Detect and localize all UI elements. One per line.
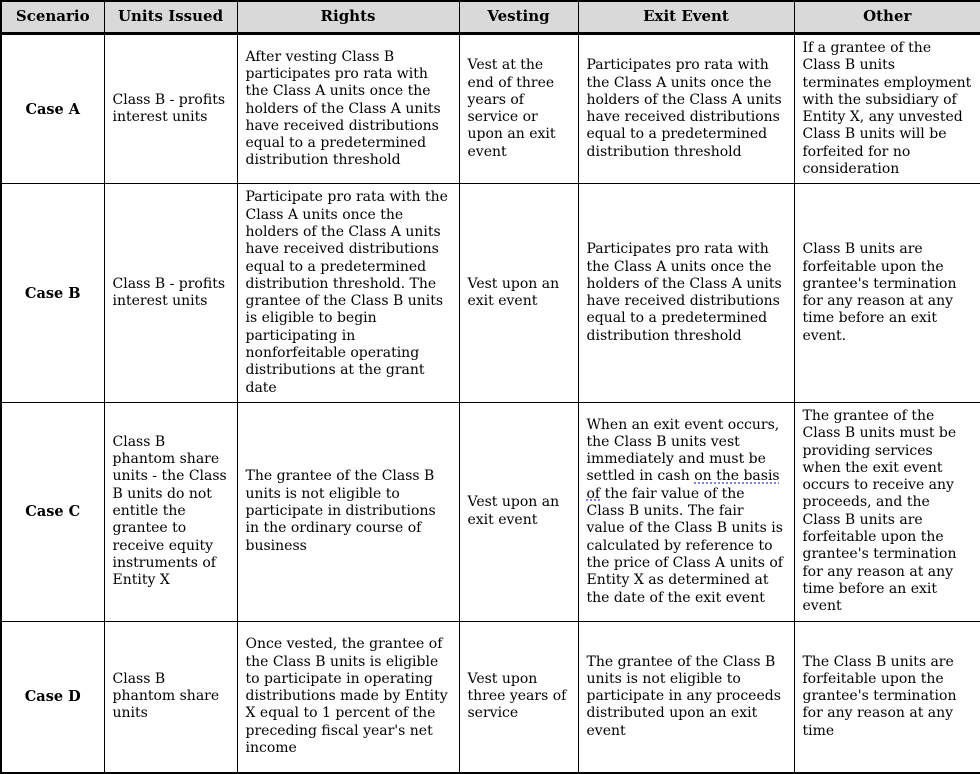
other-cell: The grantee of the Class B units must be providing services when the exit event occurs to receive any proceeds, and the Class B units are forfeitable upon the grantee's termination for any reason at any time before an exit event bbox=[794, 402, 980, 621]
table-row bbox=[1, 184, 980, 403]
exit-event-cell: Participates pro rata with the Class A units once the holders of the Class A units have received distributions equal to a predetermined distribution threshold bbox=[578, 34, 794, 184]
column-header-scenario: Scenario bbox=[1, 1, 104, 34]
exit-event-cell: The grantee of the Class B units is not eligible to participate in any proceeds distributed upon an exit event bbox=[578, 621, 794, 773]
header-row bbox=[1, 1, 980, 34]
rights-cell: The grantee of the Class B units is not eligible to participate in distributions in the ordinary course of business bbox=[237, 402, 459, 621]
table-row bbox=[1, 34, 980, 184]
rights-cell: Once vested, the grantee of the Class B units is eligible to participate in operating distributions made by Entity X equal to 1 percent of the preceding fiscal year's net income bbox=[237, 621, 459, 773]
table-row bbox=[1, 621, 980, 773]
units-issued-cell: Class B - profits interest units bbox=[104, 184, 237, 403]
rights-cell: Participate pro rata with the Class A units once the holders of the Class A units have received distributions equal to a predetermined distribution threshold. The grantee of the Class B units is eligible to begin participating in nonforfeitable operating distributions at the grant date bbox=[237, 184, 459, 403]
other-cell: Class B units are forfeitable upon the grantee's termination for any reason at any time before an exit event. bbox=[794, 184, 980, 403]
scenario-cell: Case D bbox=[1, 621, 104, 773]
units-issued-cell: Class B phantom share units bbox=[104, 621, 237, 773]
column-header-exit-event: Exit Event bbox=[578, 1, 794, 34]
exit-event-cell: When an exit event occurs, the Class B units vest immediately and must be settled in cash on the basis of the fair value of the Class B units. The fair value of the Class B units is calculated by reference to the price of Class A units of Entity X as determined at the date of the exit event bbox=[578, 402, 794, 621]
vesting-cell: Vest at the end of three years of service or upon an exit event bbox=[459, 34, 578, 184]
table-row bbox=[1, 402, 980, 621]
units-issued-cell: Class B - profits interest units bbox=[104, 34, 237, 184]
column-header-units-issued: Units Issued bbox=[104, 1, 237, 34]
vesting-cell: Vest upon an exit event bbox=[459, 184, 578, 403]
units-issued-cell: Class B phantom share units - the Class B units do not entitle the grantee to receive equity instruments of Entity X bbox=[104, 402, 237, 621]
other-cell: If a grantee of the Class B units terminates employment with the subsidiary of Entity X, any unvested Class B units will be forfeited for no consideration bbox=[794, 34, 980, 184]
column-header-vesting: Vesting bbox=[459, 1, 578, 34]
scenario-cell: Case C bbox=[1, 402, 104, 621]
scenario-cell: Case A bbox=[1, 34, 104, 184]
scenario-cell: Case B bbox=[1, 184, 104, 403]
other-cell: The Class B units are forfeitable upon the grantee's termination for any reason at any time bbox=[794, 621, 980, 773]
vesting-cell: Vest upon three years of service bbox=[459, 621, 578, 773]
vesting-cell: Vest upon an exit event bbox=[459, 402, 578, 621]
table-body bbox=[1, 34, 980, 774]
exit-event-cell: Participates pro rata with the Class A units once the holders of the Class A units have received distributions equal to a predetermined distribution threshold bbox=[578, 184, 794, 403]
rights-cell: After vesting Class B participates pro rata with the Class A units once the holders of the Class A units have received distributions equal to a predetermined distribution threshold bbox=[237, 34, 459, 184]
column-header-other: Other bbox=[794, 1, 980, 34]
column-header-rights: Rights bbox=[237, 1, 459, 34]
table-header bbox=[1, 1, 980, 34]
grammar-check-underline: on the basis of bbox=[586, 468, 780, 502]
